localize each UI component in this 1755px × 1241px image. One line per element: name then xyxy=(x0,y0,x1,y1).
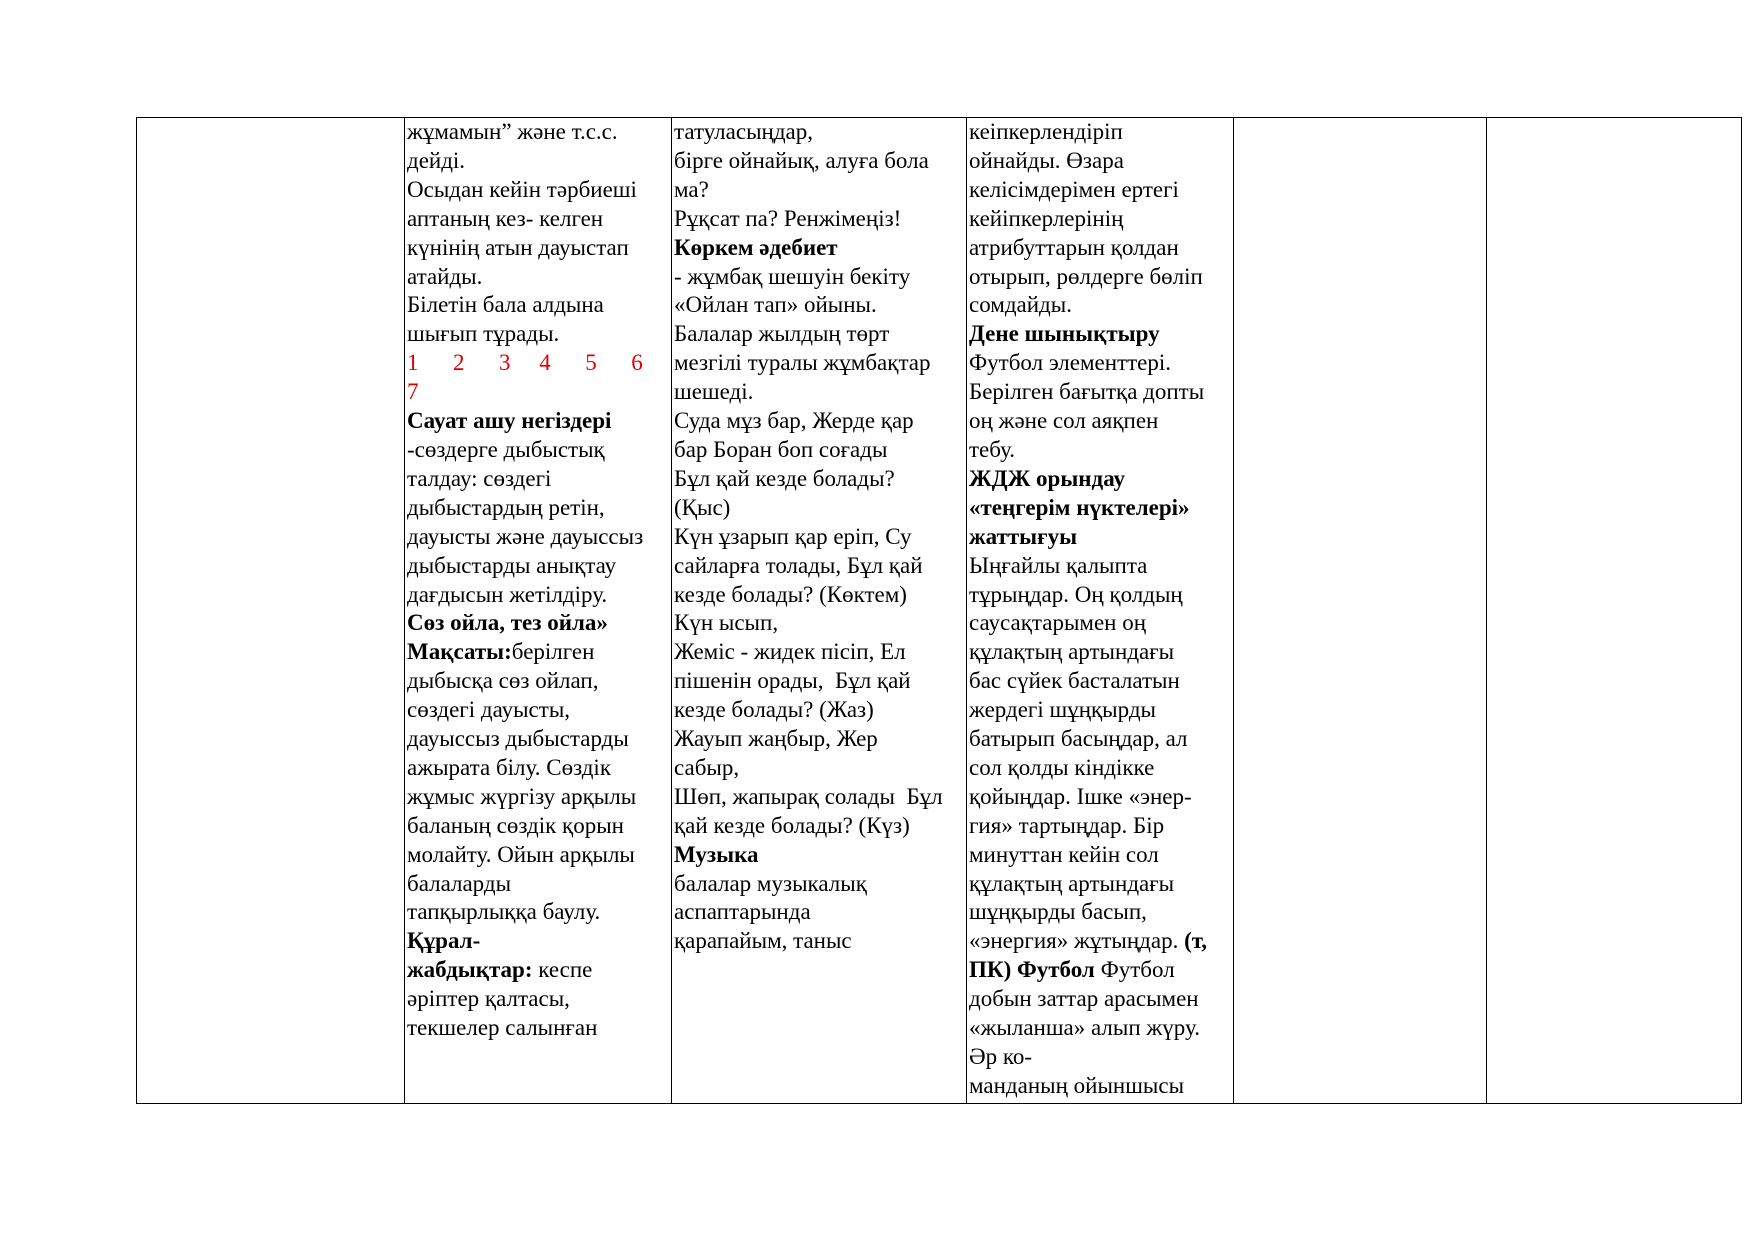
text-line xyxy=(407,783,671,812)
text-line xyxy=(674,494,966,523)
text-line xyxy=(407,234,671,263)
text-segment: аптаның кез- келген xyxy=(407,205,604,231)
text-line xyxy=(674,898,966,927)
text-line xyxy=(969,667,1233,696)
text-line xyxy=(674,581,966,610)
text-line xyxy=(407,609,671,638)
text-line xyxy=(969,552,1233,581)
text-segment: Көркем әдебиет xyxy=(674,234,838,260)
text-segment: саусақтарымен оң xyxy=(969,610,1147,636)
text-line xyxy=(969,494,1233,523)
text-line xyxy=(969,609,1233,638)
text-line xyxy=(969,263,1233,292)
table-row xyxy=(137,118,1742,1104)
text-line xyxy=(407,812,671,841)
text-segment: құлақтың артындағы xyxy=(969,870,1175,896)
text-line xyxy=(969,205,1233,234)
text-segment: татуласыңдар, xyxy=(674,119,813,144)
text-line xyxy=(674,841,966,870)
text-line xyxy=(969,898,1233,927)
text-line xyxy=(674,378,966,407)
text-segment: Дене шынықтыру xyxy=(969,321,1160,347)
text-segment: тұрыңдар. Оң қолдың xyxy=(969,581,1183,607)
text-line xyxy=(407,407,671,436)
text-segment: дыбысқа сөз ойлап, xyxy=(407,668,599,694)
text-segment: сөздегі дауысты, xyxy=(407,697,571,723)
text-segment: Мақсаты xyxy=(407,639,505,665)
text-line xyxy=(407,494,671,523)
text-segment: гия» тартыңдар. Бір xyxy=(969,812,1165,838)
text-line xyxy=(969,147,1233,176)
text-line xyxy=(969,407,1233,436)
text-segment: Шөп, жапырақ солады Бұл xyxy=(674,783,943,809)
text-segment: Футбол xyxy=(1094,957,1175,983)
text-line xyxy=(407,956,671,985)
text-segment: - жұмбақ шешуін бекіту xyxy=(674,263,911,289)
text-segment: ПК) Футбол xyxy=(969,957,1095,983)
text-segment: қойыңдар. Ішке «энер- xyxy=(969,783,1192,809)
text-segment: қарапайым, таныс xyxy=(674,928,852,954)
text-line xyxy=(674,147,966,176)
text-segment: сабыр, xyxy=(674,754,740,780)
text-line xyxy=(407,581,671,610)
text-line xyxy=(407,320,671,349)
text-line xyxy=(674,870,966,899)
text-line xyxy=(674,667,966,696)
text-segment: дағдысын жетілдіру. xyxy=(407,581,608,607)
text-segment: Ыңғайлы қалыпта xyxy=(969,552,1148,578)
text-segment: бар Боран боп соғады xyxy=(674,436,888,462)
text-segment: Жауып жаңбыр, Жер xyxy=(674,726,878,752)
text-line xyxy=(674,609,966,638)
text-segment: «энергия» жұтыңдар. xyxy=(969,928,1185,954)
text-line xyxy=(407,841,671,870)
cell-col3-literature-music xyxy=(672,118,967,1104)
text-segment: Жеміс - жидек пісіп, Ел xyxy=(674,639,906,665)
text-line xyxy=(674,696,966,725)
text-line xyxy=(969,696,1233,725)
text-line xyxy=(407,552,671,581)
text-segment: жабдықтар: xyxy=(407,957,533,983)
text-line xyxy=(407,465,671,494)
text-segment: дауыссыз дыбыстарды xyxy=(407,726,629,752)
text-line xyxy=(674,812,966,841)
text-line xyxy=(407,754,671,783)
text-segment: дыбыстарды анықтау xyxy=(407,552,617,578)
text-segment: жаттығуы xyxy=(969,523,1078,549)
text-segment: балаларды xyxy=(407,870,512,896)
text-segment: ЖДЖ орындау xyxy=(969,465,1126,491)
text-line xyxy=(407,927,671,956)
text-line xyxy=(969,118,1233,147)
text-line xyxy=(674,291,966,320)
text-line xyxy=(674,205,966,234)
text-segment: күнінің атын дауыстап xyxy=(407,234,629,260)
text-segment: (т, xyxy=(1184,928,1208,954)
text-line xyxy=(674,176,966,205)
text-line xyxy=(407,349,671,378)
text-line xyxy=(407,870,671,899)
text-line xyxy=(969,1043,1233,1072)
text-line xyxy=(407,725,671,754)
text-line xyxy=(407,147,671,176)
text-segment: баланың сөздік қорын xyxy=(407,812,624,838)
text-segment: кезде болады? (Жаз) xyxy=(674,697,874,723)
text-segment: жұмамын” және т.с.с. xyxy=(407,119,618,144)
text-line xyxy=(969,841,1233,870)
text-segment: бірге ойнайық, алуға бола xyxy=(674,147,929,173)
text-line xyxy=(407,291,671,320)
text-line xyxy=(674,523,966,552)
text-segment: бас сүйек басталатын xyxy=(969,668,1180,694)
text-segment: дауысты және дауыссыз xyxy=(407,523,644,549)
text-line xyxy=(969,581,1233,610)
text-line xyxy=(407,638,671,667)
text-line xyxy=(407,263,671,292)
text-line xyxy=(407,985,671,1014)
text-line xyxy=(407,436,671,465)
text-segment: атайды. xyxy=(407,263,483,289)
text-segment: Футбол элементтері. xyxy=(969,350,1172,376)
text-line xyxy=(674,552,966,581)
text-segment: берілген xyxy=(511,639,595,665)
text-line xyxy=(674,118,966,147)
text-segment: аспаптарында xyxy=(674,899,811,925)
text-segment: шығып тұрады. xyxy=(407,321,560,347)
text-segment: минуттан кейін сол xyxy=(969,841,1159,867)
text-line xyxy=(969,176,1233,205)
cell-col5-empty xyxy=(1234,118,1487,1104)
text-segment: мезгілі туралы жұмбақтар xyxy=(674,350,931,376)
text-segment: 1 2 3 4 5 6 xyxy=(407,350,643,376)
text-line xyxy=(674,234,966,263)
cell-col1-empty xyxy=(137,118,405,1104)
text-segment: Осыдан кейін тәрбиеші xyxy=(407,176,637,202)
text-segment: Балалар жылдың төрт xyxy=(674,321,890,347)
text-segment: Құрал- xyxy=(407,928,481,954)
cell-col4-physical-education xyxy=(967,118,1234,1104)
text-segment: ойнайды. Өзара xyxy=(969,147,1124,173)
text-segment: әріптер қалтасы, xyxy=(407,986,570,1012)
text-line xyxy=(969,436,1233,465)
text-segment: текшелер салынған xyxy=(407,1015,598,1041)
text-segment: Сауат ашу негіздері xyxy=(407,408,612,434)
text-line xyxy=(969,985,1233,1014)
text-line xyxy=(969,1014,1233,1043)
text-line xyxy=(674,465,966,494)
text-segment: сомдайды. xyxy=(969,292,1072,318)
text-line xyxy=(674,436,966,465)
text-segment: дейді. xyxy=(407,147,466,173)
text-segment: тебу. xyxy=(969,436,1016,462)
text-line xyxy=(407,1014,671,1043)
text-segment: 7 xyxy=(407,379,419,405)
text-line xyxy=(674,725,966,754)
text-segment: сол қолды кіндікке xyxy=(969,754,1155,780)
text-line xyxy=(674,927,966,956)
text-line xyxy=(407,118,671,147)
text-segment: Музыка xyxy=(674,841,759,867)
text-line xyxy=(407,898,671,927)
text-line xyxy=(407,696,671,725)
text-line xyxy=(969,812,1233,841)
text-segment: дыбыстардың ретін, xyxy=(407,494,605,520)
text-segment: «жыланша» алып жүру. xyxy=(969,1015,1200,1041)
text-line xyxy=(969,638,1233,667)
text-segment: -сөздерге дыбыстық xyxy=(407,436,605,462)
text-segment: молайту. Ойын арқылы xyxy=(407,841,635,867)
text-segment: жұмыс жүргізу арқылы xyxy=(407,783,637,809)
text-segment: «теңгерім нүктелері» xyxy=(969,494,1190,520)
text-segment: қай кезде болады? (Күз) xyxy=(674,812,910,838)
text-line xyxy=(969,378,1233,407)
text-line xyxy=(969,291,1233,320)
text-segment: Білетін бала алдына xyxy=(407,292,604,318)
cell-text xyxy=(674,118,966,956)
text-line xyxy=(969,754,1233,783)
cell-text xyxy=(407,118,671,1043)
text-segment: (Қыс) xyxy=(674,494,731,520)
text-line xyxy=(969,783,1233,812)
text-segment: шұңқырды басып, xyxy=(969,899,1147,925)
text-line xyxy=(674,349,966,378)
text-segment: добын заттар арасымен xyxy=(969,986,1199,1012)
text-segment: пішенін орады, Бұл қай xyxy=(674,668,911,694)
text-line xyxy=(674,783,966,812)
text-segment: Рұқсат па? Ренжімеңіз! xyxy=(674,205,902,231)
text-segment: оң және сол аяқпен xyxy=(969,408,1159,434)
text-segment: құлақтың артындағы xyxy=(969,639,1175,665)
text-line xyxy=(969,956,1233,985)
text-segment: Бұл қай кезде болады? xyxy=(674,465,895,491)
text-segment: ажырата білу. Сөздік xyxy=(407,754,612,780)
text-line xyxy=(969,927,1233,956)
text-segment: Суда мұз бар, Жерде қар xyxy=(674,408,914,434)
text-line xyxy=(674,638,966,667)
text-line xyxy=(407,205,671,234)
text-line xyxy=(674,407,966,436)
text-line xyxy=(969,523,1233,552)
text-line xyxy=(969,870,1233,899)
text-segment: : xyxy=(504,639,512,665)
text-segment: келісімдерімен ертегі xyxy=(969,176,1179,202)
text-segment: шешеді. xyxy=(674,379,754,405)
text-segment: талдау: сөздегі xyxy=(407,465,552,491)
text-segment: манданың ойыншысы xyxy=(969,1072,1185,1098)
text-line xyxy=(969,1072,1233,1101)
text-segment: кеспе xyxy=(532,957,593,983)
text-segment: Берілген бағытқа допты xyxy=(969,379,1205,405)
text-segment: кезде болады? (Көктем) xyxy=(674,581,907,607)
cell-col2-literacy xyxy=(405,118,672,1104)
text-segment: атрибуттарын қолдан xyxy=(969,234,1179,260)
text-segment: сайларға толады, Бұл қай xyxy=(674,552,923,578)
text-line xyxy=(674,320,966,349)
text-line xyxy=(674,263,966,292)
text-segment: «Ойлан тап» ойыны. xyxy=(674,292,877,318)
text-line xyxy=(969,725,1233,754)
text-line xyxy=(407,523,671,552)
text-segment: батырып басыңдар, ал xyxy=(969,726,1188,752)
text-segment: кейіпкерлерінің xyxy=(969,205,1124,231)
text-segment: Әр ко- xyxy=(969,1044,1033,1069)
text-segment: ма? xyxy=(674,176,709,202)
text-line xyxy=(407,176,671,205)
lesson-plan-table xyxy=(136,117,1742,1104)
text-line xyxy=(407,667,671,696)
text-line xyxy=(969,349,1233,378)
text-segment: жердегі шұңқырды xyxy=(969,697,1156,723)
text-line xyxy=(407,378,671,407)
text-line xyxy=(969,320,1233,349)
text-segment: Күн ысып, xyxy=(674,610,779,636)
text-segment: тапқырлыққа баулу. xyxy=(407,899,601,925)
text-line xyxy=(969,234,1233,263)
text-segment: отырып, рөлдерге бөліп xyxy=(969,263,1203,289)
text-segment: балалар музыкалық xyxy=(674,870,867,896)
text-segment: кеіпкерлендіріп xyxy=(969,119,1123,144)
cell-col6-empty xyxy=(1487,118,1742,1104)
cell-text xyxy=(969,118,1233,1101)
text-segment: Күн ұзарып қар еріп, Су xyxy=(674,523,912,549)
text-line xyxy=(674,754,966,783)
text-segment: Сөз ойла, тез ойла» xyxy=(407,610,608,636)
text-line xyxy=(969,465,1233,494)
